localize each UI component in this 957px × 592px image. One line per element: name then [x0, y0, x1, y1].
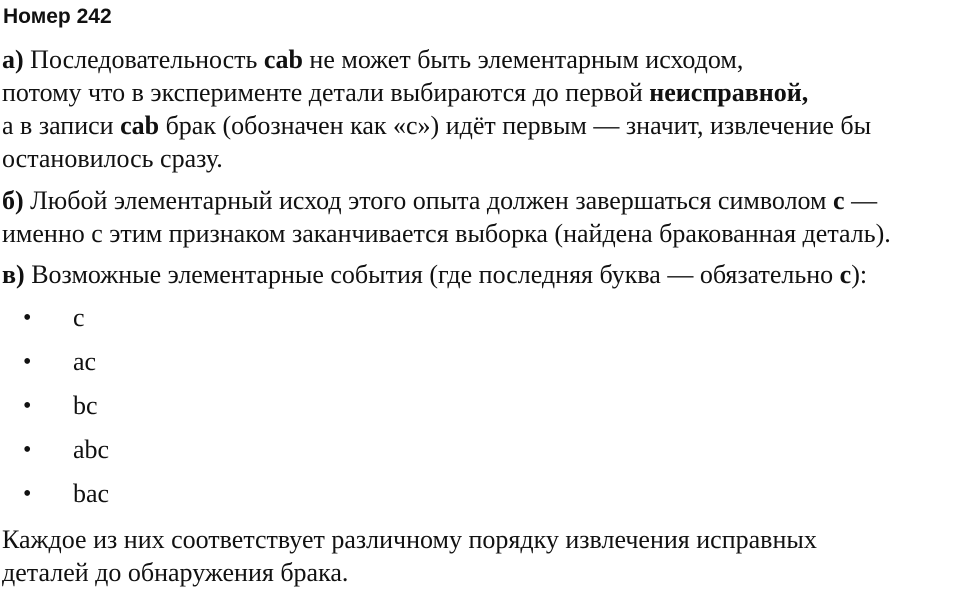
- conclusion-paragraph: [2, 523, 817, 589]
- part-a-paragraph: [2, 43, 871, 175]
- bullet-icon: •: [23, 349, 32, 375]
- sequence-cab: cab: [120, 111, 160, 140]
- symbol-c: с: [839, 260, 852, 289]
- part-a-line: [2, 142, 871, 175]
- sequence-cab: cab: [263, 45, 303, 74]
- outcome-text: bc: [73, 391, 98, 420]
- part-a-line: [2, 43, 871, 76]
- part-a-text: брак (обозначен как «с») идёт первым — значит, извлечение бы: [159, 111, 872, 140]
- part-a-line: [2, 109, 871, 142]
- bullet-icon: •: [23, 481, 32, 507]
- bullet-icon: •: [23, 305, 32, 331]
- part-c-line: [2, 258, 867, 291]
- outcome-text: c: [73, 303, 85, 332]
- part-b-paragraph: [2, 184, 891, 250]
- symbol-c: с: [833, 186, 845, 215]
- part-b-label: б): [2, 186, 24, 215]
- conclusion-line: деталей до обнаружения брака.: [2, 558, 349, 587]
- emphasis-defective: неисправной: [649, 78, 802, 107]
- bullet-icon: •: [23, 393, 32, 419]
- part-a-text: ,: [801, 78, 809, 107]
- part-a-text: Последовательность: [30, 45, 264, 74]
- part-b-line: [2, 184, 891, 217]
- part-a-text: а в записи: [2, 111, 121, 140]
- part-a-text: остановилось сразу.: [2, 144, 223, 173]
- part-c-label: в): [2, 260, 25, 289]
- part-b-text: —: [844, 186, 878, 215]
- part-b-text: Любой элементарный исход этого опыта должен завершаться символом: [30, 186, 834, 215]
- outcome-text: ac: [73, 347, 97, 376]
- part-a-label: а): [2, 45, 24, 74]
- part-a-line: [2, 76, 871, 109]
- conclusion-line: Каждое из них соответствует различному порядку извлечения исправных: [2, 525, 817, 554]
- part-c-text: Возможные элементарные события (где последняя буква — обязательно: [31, 260, 840, 289]
- part-b-line: именно с этим признаком заканчивается выборка (найдена бракованная деталь).: [2, 219, 891, 248]
- outcome-text: abc: [73, 435, 110, 464]
- outcome-text: bac: [73, 479, 110, 508]
- part-a-text: не может быть элементарным исходом,: [302, 45, 744, 74]
- bullet-icon: •: [23, 437, 32, 463]
- part-c-paragraph: [2, 258, 867, 291]
- problem-title: Номер 242: [3, 5, 112, 28]
- part-c-text: ):: [851, 260, 868, 289]
- part-a-text: потому что в эксперименте детали выбираются до первой: [2, 78, 650, 107]
